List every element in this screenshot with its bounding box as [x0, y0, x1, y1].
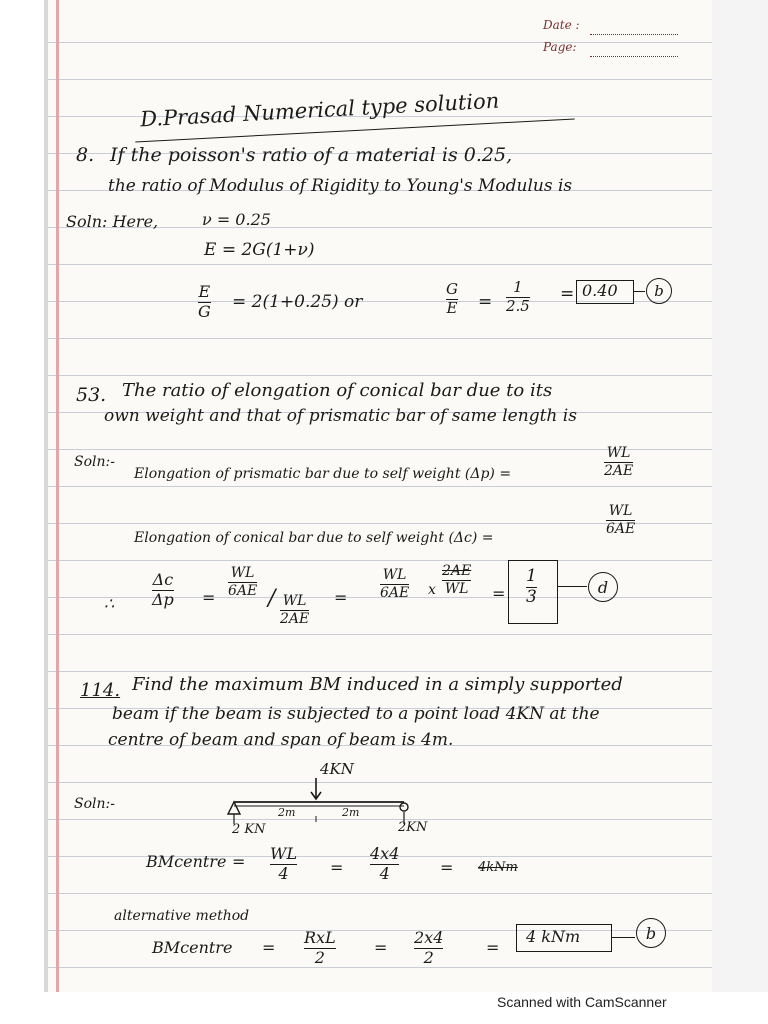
page-label: Page:	[543, 40, 577, 54]
q53-d4: WL	[444, 580, 469, 597]
q114-equals-4: =	[262, 938, 276, 957]
page-dots	[590, 56, 678, 57]
q53-solution-label: Soln:-	[74, 454, 115, 470]
right-support-roller	[400, 803, 408, 811]
q8-g-num: G	[446, 280, 458, 298]
left-support	[228, 802, 240, 814]
q114-alt-method: alternative method	[114, 908, 250, 924]
q53-dc-over-dp	[152, 572, 174, 609]
q114-bm-label: BMcentre	[146, 852, 227, 871]
q53-answer-connector	[557, 586, 587, 587]
q114-wl: WL	[270, 844, 298, 863]
q8-solution-label: Soln: Here,	[66, 212, 159, 231]
q8-ratio-rhs: = 2(1+0.25) or	[232, 292, 363, 312]
q114-answer-connector	[611, 937, 635, 938]
q114-line2: beam if the beam is subjected to a point load 4KN at the	[112, 704, 600, 724]
date-dots	[590, 34, 678, 35]
q53-conical-den: 6AE	[606, 520, 636, 537]
q8-line2: the ratio of Modulus of Rigidity to Young's Modulus is	[108, 176, 573, 196]
q53-wl-over-6ae-b	[380, 568, 409, 600]
q53-d1: 6AE	[228, 582, 258, 599]
q8-two-five: 2.5	[506, 296, 530, 315]
q114-rl-over-2	[304, 930, 336, 967]
q53-equals-3: =	[492, 584, 506, 603]
q114-line3: centre of beam and span of beam is 4m.	[108, 730, 454, 750]
q114-equals: =	[232, 852, 246, 871]
q53-2ae-over-wl	[442, 564, 471, 596]
q114-reaction-right: 2KN	[398, 820, 428, 835]
q53-wl-over-6ae	[228, 566, 257, 598]
q114-reaction-left: 2 KN	[232, 822, 266, 837]
q114-struck-answer: 4kNm	[478, 860, 518, 875]
q53-n1: WL	[230, 565, 255, 581]
q114-load-label: 4KN	[320, 760, 354, 778]
q53-slash: /	[268, 586, 276, 611]
q53-dc: Δc	[152, 570, 174, 589]
q8-answer-connector	[633, 291, 645, 292]
q114-calc-den: 4	[379, 863, 390, 883]
q53-equals-2: =	[334, 588, 348, 607]
q53-n2: WL	[282, 593, 307, 609]
q8-one: 1	[513, 278, 523, 296]
q114-calc2-num: 2x4	[414, 928, 444, 947]
q53-times: x	[428, 582, 436, 598]
q53-prismatic-num: WL	[606, 445, 631, 461]
q53-conical-fraction	[606, 504, 635, 536]
q8-g-den: E	[446, 298, 458, 317]
q8-e-equation: E = 2G(1+ν)	[204, 240, 315, 260]
page-title: D.Prasad Numerical type solution	[139, 88, 500, 132]
q53-prismatic-text: Elongation of prismatic bar due to self weight (Δp) =	[134, 466, 512, 482]
q114-equals-3: =	[440, 858, 454, 877]
q114-answer: 4 kNm	[526, 927, 581, 946]
q8-ratio-den: G	[198, 301, 211, 321]
q53-option-circle	[588, 572, 618, 602]
q114-calc2-den: 2	[423, 947, 434, 967]
q114-equals-6: =	[486, 938, 500, 957]
q114-rl: RxL	[304, 928, 336, 947]
q114-four: 4	[278, 863, 289, 883]
q53-equals: =	[202, 588, 216, 607]
q114-span-right: 2m	[342, 806, 360, 819]
q8-ratio-e-over-g	[198, 284, 211, 321]
q114-wl-over-4	[270, 846, 297, 883]
q8-equals-2: =	[560, 284, 575, 304]
q53-option: d	[597, 577, 609, 597]
q8-option: b	[654, 282, 664, 300]
q114-equals-5: =	[374, 938, 388, 957]
q53-line2: own weight and that of prismatic bar of same length is	[104, 406, 577, 426]
q53-number: 53.	[76, 384, 107, 406]
q114-calc-2	[414, 930, 443, 967]
q114-two-a: 2	[314, 947, 325, 967]
q8-line1: If the poisson's ratio of a material is 0.25,	[110, 144, 513, 166]
q114-bm-label-2: BMcentre	[152, 938, 233, 957]
q114-line1: Find the maximum BM induced in a simply supported	[132, 674, 623, 695]
q114-solution-label: Soln:-	[74, 796, 115, 812]
q53-conical-num: WL	[608, 503, 633, 519]
q8-ratio-num: E	[198, 282, 211, 301]
q53-n3: WL	[382, 567, 407, 583]
q114-calc	[370, 846, 399, 883]
q53-prismatic-den: 2AE	[604, 462, 634, 479]
q114-calc-num: 4x4	[370, 844, 400, 863]
q53-d2: 2AE	[280, 610, 310, 627]
q53-d3: 6AE	[380, 584, 410, 601]
q8-one-over-2-5	[506, 280, 530, 315]
q8-equals: =	[478, 292, 493, 312]
q114-option-circle	[636, 918, 666, 948]
q8-number: 8.	[76, 144, 95, 166]
q8-g-over-e	[446, 282, 458, 317]
q53-answer-fraction	[526, 568, 537, 607]
page-right-edge	[712, 0, 768, 992]
q53-n4: 2AE	[442, 563, 472, 579]
date-label: Date :	[543, 18, 580, 32]
q53-prismatic-fraction	[604, 446, 633, 478]
q53-wl-over-2ae	[280, 594, 309, 626]
margin-line	[56, 0, 59, 992]
q8-option-circle	[646, 278, 672, 304]
q8-nu-equation: ν = 0.25	[202, 210, 271, 229]
scanner-watermark: Scanned with CamScanner	[497, 994, 667, 1010]
q53-dp: Δp	[152, 589, 174, 609]
q114-span-left: 2m	[278, 806, 296, 819]
q53-therefore: ∴	[104, 594, 115, 613]
q114-number: 114.	[80, 680, 121, 701]
q53-conical-text: Elongation of conical bar due to self weight (Δc) =	[134, 530, 494, 546]
q8-answer: 0.40	[582, 281, 618, 300]
q53-ans-den: 3	[526, 586, 537, 607]
q114-equals-2: =	[330, 858, 344, 877]
q53-ans-num: 1	[526, 566, 537, 586]
q114-option: b	[645, 923, 657, 943]
beam-diagram	[220, 776, 420, 826]
q53-line1: The ratio of elongation of conical bar due to its	[122, 380, 553, 401]
